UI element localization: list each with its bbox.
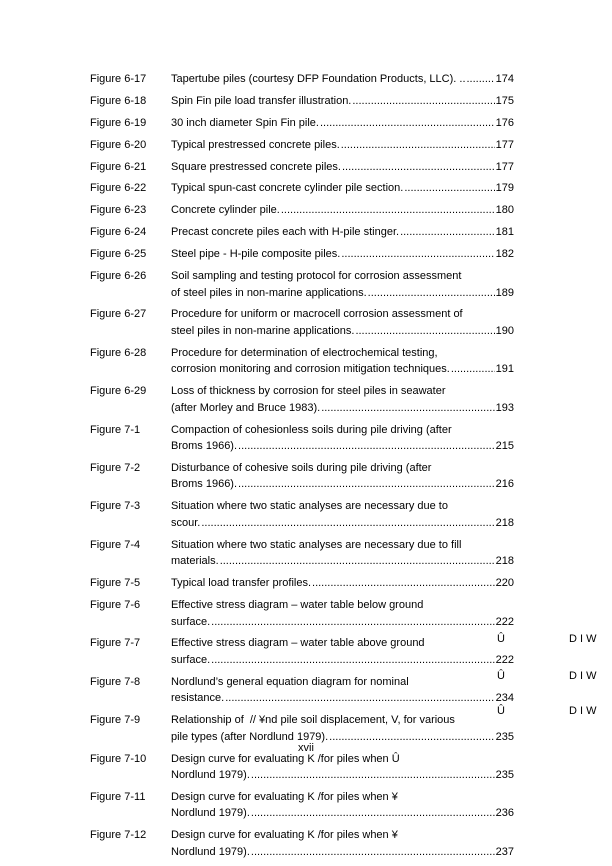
figure-caption [171,498,514,531]
figure-number: Figure 6-29 [90,385,147,398]
dot-leader [281,202,495,219]
caption-line [171,614,514,631]
figure-entry[interactable] [90,674,514,707]
caption-line [171,383,514,400]
caption-text: Broms 1966). [171,440,238,453]
figure-entry[interactable] [90,306,514,339]
figure-number: Figure 6-21 [90,160,147,173]
caption-text: Design curve for evaluating K /for piles when Û [171,752,400,765]
dot-leader [321,400,494,417]
figure-entry[interactable] [90,202,514,219]
dot-leader [400,224,495,241]
figure-number: Figure 6-27 [90,308,147,321]
figure-number: Figure 7-3 [90,500,141,513]
figure-caption [171,460,514,493]
figure-caption [171,71,514,88]
figure-entry[interactable] [90,137,514,154]
dot-leader [342,159,495,176]
figure-caption [171,422,514,455]
figure-caption [171,180,514,197]
caption-line [171,712,514,729]
page-number: xvii [298,742,314,754]
page-ref[interactable]: 176 [495,116,514,129]
figure-caption [171,159,514,176]
dot-leader [404,180,494,197]
figure-number: Figure 7-8 [90,675,141,688]
dot-leader [451,361,495,378]
dot-leader [211,614,495,631]
page-ref[interactable]: 181 [495,226,514,239]
caption-line [171,827,514,844]
caption-text: materials. [171,555,219,568]
page-ref[interactable]: 179 [495,182,514,195]
caption-line [171,635,514,652]
caption-text: Design curve for evaluating K /for piles when ¥ [171,790,398,803]
caption-text: Effective stress diagram – water table above ground [171,637,425,650]
figure-entry[interactable] [90,537,514,570]
caption-text: Precast concrete piles each with H-pile stinger. [171,226,400,239]
page-ref[interactable]: 234 [495,692,514,705]
figure-number: Figure 7-12 [90,829,147,842]
figure-number: Figure 6-25 [90,248,147,261]
figure-entry[interactable] [90,71,514,88]
figure-number: Figure 6-20 [90,138,147,151]
figure-caption [171,137,514,154]
page-ref[interactable]: 190 [495,324,514,337]
dot-leader [352,93,494,110]
caption-line [171,93,514,110]
figure-entry[interactable] [90,115,514,132]
figure-entry[interactable] [90,224,514,241]
caption-line [171,476,514,493]
caption-line [171,71,514,88]
figure-caption [171,224,514,241]
figure-caption [171,537,514,570]
figure-number: Figure 7-5 [90,577,141,590]
figure-number: Figure 7-4 [90,538,141,551]
figure-number: Figure 7-7 [90,637,141,650]
caption-line [171,137,514,154]
figure-number: Figure 6-26 [90,270,147,283]
caption-text: Situation where two static analyses are necessary due to [171,500,448,513]
caption-text: surface. [171,615,211,628]
figure-caption [171,246,514,263]
figure-entry[interactable] [90,422,514,455]
caption-text: Nordlund 1979). [171,769,250,782]
figure-caption [171,789,514,822]
caption-text: resistance. [171,692,225,705]
caption-text: Procedure for uniform or macrocell corrosion assessment of [171,308,463,321]
caption-text: Effective stress diagram – water table below ground [171,599,424,612]
figure-number: Figure 7-10 [90,752,147,765]
stray-glyph: Û [497,705,505,717]
page-ref[interactable]: 237 [495,845,514,858]
caption-line [171,180,514,197]
dot-leader [238,476,495,493]
page-ref[interactable]: 193 [495,401,514,414]
page-ref[interactable]: 177 [495,138,514,151]
figure-entry[interactable] [90,635,514,668]
caption-text: Nordlund’s general equation diagram for nominal [171,675,409,688]
figure-entry[interactable] [90,180,514,197]
caption-line [171,767,514,784]
caption-line [171,115,514,132]
dot-leader [225,690,494,707]
page-ref[interactable]: 220 [495,577,514,590]
figure-caption [171,635,514,668]
stray-glyph: Û [497,670,505,682]
figure-caption [171,202,514,219]
figure-entry[interactable] [90,460,514,493]
dot-leader [312,575,495,592]
dot-leader [341,246,494,263]
stray-glyph: D I W [569,670,597,682]
caption-line [171,690,514,707]
dot-leader [238,438,495,455]
page-ref[interactable]: 218 [495,555,514,568]
dot-leader [341,137,495,154]
page-ref[interactable]: 182 [495,248,514,261]
figure-number: Figure 6-17 [90,73,147,85]
figure-caption [171,306,514,339]
page-ref[interactable]: 216 [495,478,514,491]
figure-number: Figure 6-18 [90,94,147,107]
caption-line [171,498,514,515]
figure-number: Figure 6-28 [90,346,147,359]
dot-leader [251,767,495,784]
caption-text: Nordlund 1979). [171,845,250,858]
caption-line [171,285,514,302]
figure-caption [171,345,514,378]
figure-caption [171,383,514,416]
caption-line [171,345,514,362]
caption-text: Concrete cylinder pile. [171,204,280,217]
figure-caption [171,827,514,860]
caption-text: Tapertube piles (courtesy DFP Foundation Products, LLC). .. [171,73,466,85]
page-ref[interactable]: 218 [495,516,514,529]
figure-entry[interactable] [90,246,514,263]
figure-number: Figure 7-11 [90,790,146,803]
page-ref[interactable]: 189 [495,286,514,299]
stray-glyph: Û [497,633,505,645]
figure-entry[interactable] [90,268,514,301]
figure-entry[interactable] [90,93,514,110]
figure-caption [171,268,514,301]
caption-text: Disturbance of cohesive soils during pile driving (after [171,461,432,474]
page-ref[interactable]: 215 [495,440,514,453]
stray-glyph: D I W [569,633,597,645]
caption-line [171,246,514,263]
dot-leader [355,323,494,340]
page-ref[interactable]: 177 [495,160,514,173]
figure-entry[interactable] [90,597,514,630]
caption-text: Square prestressed concrete piles. [171,160,341,173]
caption-line [171,553,514,570]
figure-entry[interactable] [90,345,514,378]
caption-line [171,844,514,861]
caption-text: Design curve for evaluating K /for piles when ¥ [171,829,398,842]
stray-glyph: D I W [569,705,597,717]
caption-line [171,575,514,592]
dot-leader [251,805,495,822]
page-ref[interactable]: 180 [495,204,514,217]
caption-line [171,268,514,285]
figure-entry[interactable] [90,789,514,822]
caption-text: (after Morley and Bruce 1983). [171,401,321,414]
caption-text: Typical spun-cast concrete cylinder pile section. [171,182,404,195]
caption-text: pile types (after Nordlund 1979). [171,730,329,743]
figure-entry[interactable] [90,383,514,416]
caption-line [171,159,514,176]
dot-leader [320,115,495,132]
figure-number: Figure 7-1 [90,423,141,436]
caption-line [171,400,514,417]
caption-line [171,306,514,323]
figure-number: Figure 7-6 [90,599,141,612]
caption-text: Relationship of // ¥nd pile soil displacement, V, for various [171,714,455,727]
caption-line [171,422,514,439]
figure-entry[interactable] [90,159,514,176]
figure-caption [171,597,514,630]
caption-text: Typical prestressed concrete piles. [171,138,340,151]
caption-line [171,438,514,455]
dot-leader [467,71,495,88]
page-ref[interactable]: 235 [495,730,514,743]
caption-text: Compaction of cohesionless soils during pile driving (after [171,423,452,436]
caption-line [171,805,514,822]
figure-caption [171,93,514,110]
page-ref[interactable]: 175 [495,94,514,107]
figure-entry[interactable] [90,498,514,531]
page-ref[interactable]: 191 [495,363,514,376]
caption-text: Broms 1966). [171,478,238,491]
caption-text: Soil sampling and testing protocol for corrosion assessment [171,270,462,283]
figure-number: Figure 6-24 [90,226,147,239]
dot-leader [201,515,494,532]
caption-text: corrosion monitoring and corrosion mitigation techniques. [171,363,450,376]
figure-number: Figure 7-2 [90,461,141,474]
caption-text: Loss of thickness by corrosion for steel piles in seawater [171,385,446,398]
caption-text: of steel piles in non-marine applications. [171,286,367,299]
caption-text: Steel pipe - H-pile composite piles. [171,248,341,261]
figure-number: Figure 6-22 [90,182,147,195]
dot-leader [220,553,495,570]
figure-number: Figure 7-9 [90,714,141,727]
figure-caption [171,575,514,592]
caption-text: 30 inch diameter Spin Fin pile. [171,116,319,129]
caption-text: steel piles in non-marine applications. [171,324,355,337]
page-ref[interactable]: 222 [495,615,514,628]
caption-text: surface. [171,653,211,666]
caption-line [171,537,514,554]
caption-line [171,361,514,378]
caption-line [171,789,514,806]
caption-text: Typical load transfer profiles. [171,577,312,590]
caption-line [171,323,514,340]
caption-text: Situation where two static analyses are necessary due to fill [171,538,462,551]
caption-line [171,597,514,614]
figure-number: Figure 6-19 [90,116,147,129]
caption-text: Procedure for determination of electrochemical testing, [171,346,438,359]
caption-line [171,674,514,691]
caption-line [171,515,514,532]
figure-entry[interactable] [90,827,514,860]
page-ref[interactable]: 222 [495,653,514,666]
caption-text: Spin Fin pile load transfer illustration. [171,94,352,107]
dot-leader [211,652,495,669]
page-ref[interactable]: 235 [495,769,514,782]
figure-number: Figure 6-23 [90,204,147,217]
page-ref[interactable]: 236 [495,807,514,820]
caption-text: scour. [171,516,201,529]
caption-line [171,460,514,477]
dot-leader [368,285,495,302]
caption-text: Nordlund 1979). [171,807,250,820]
figure-entry[interactable] [90,575,514,592]
figure-caption [171,115,514,132]
caption-line [171,652,514,669]
dot-leader [251,844,495,861]
figure-caption [171,674,514,707]
page-ref[interactable]: 174 [495,73,514,85]
caption-line [171,224,514,241]
caption-line [171,202,514,219]
